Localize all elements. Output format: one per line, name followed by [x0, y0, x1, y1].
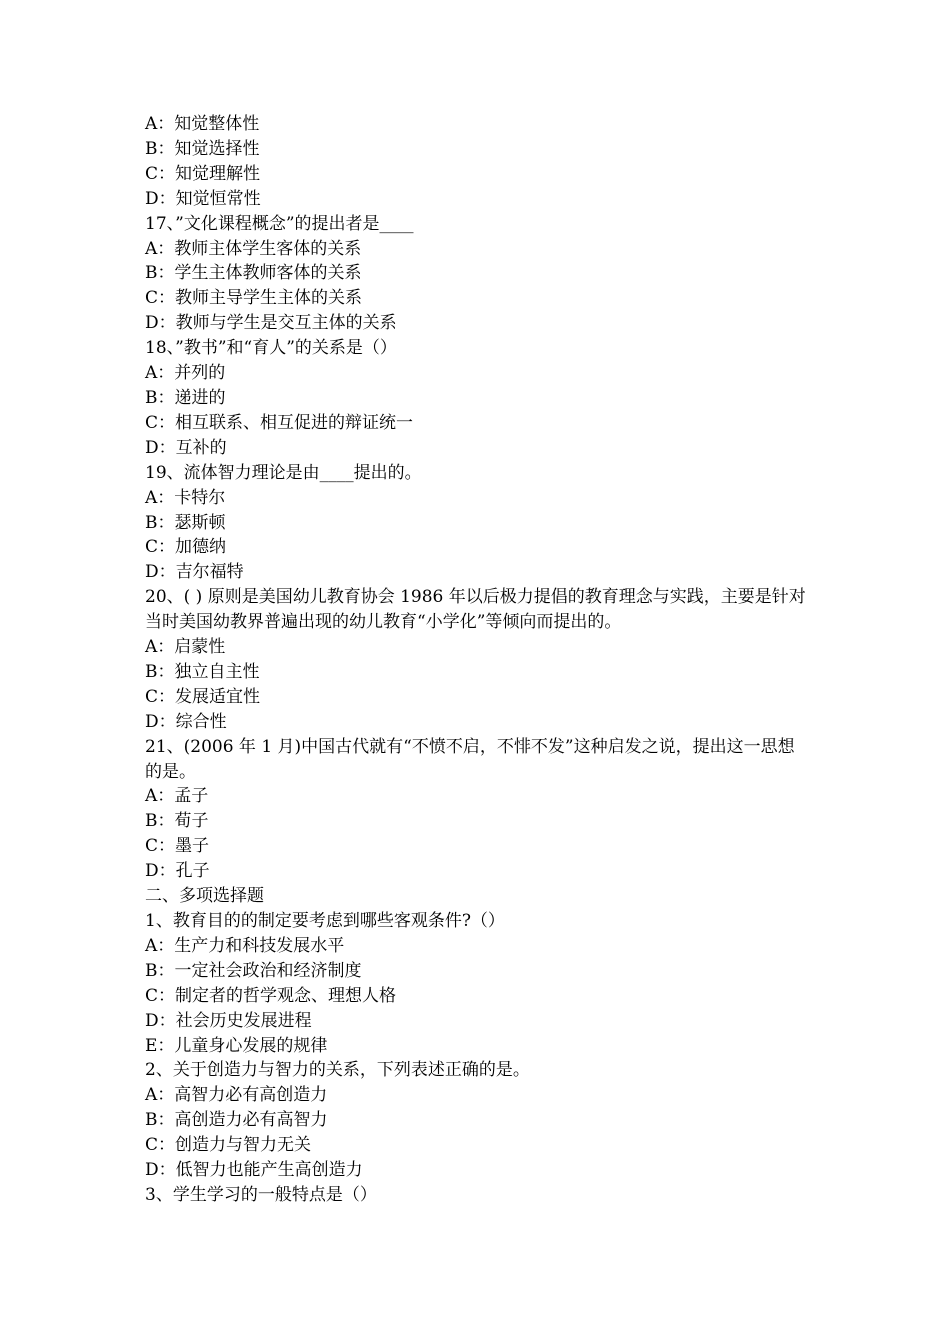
question-3: 3、学生学习的一般特点是（） [145, 1184, 377, 1205]
option-b: B：学生主体教师客体的关系 [145, 263, 362, 284]
option-a: A：并列的 [145, 363, 226, 384]
question-17: 17、”文化课程概念”的提出者是____ [145, 213, 414, 234]
question-20: 20、( ) 原则是美国幼儿教育协会 1986 年以后极力提倡的教育理念与实践，主要是针对当时美国幼教界普遍出现的幼儿教育“小学化”等倾向而提出的。 [145, 587, 806, 633]
option-b: B：荀子 [145, 811, 209, 832]
option-c: C：发展适宜性 [145, 686, 261, 707]
option-c: C：知觉理解性 [145, 163, 261, 184]
document-body [145, 112, 810, 1208]
option-c: C：墨子 [145, 836, 210, 857]
option-e: E：儿童身心发展的规律 [145, 1035, 328, 1056]
option-a: A：教师主体学生客体的关系 [145, 238, 362, 259]
option-d: D：社会历史发展进程 [145, 1010, 312, 1031]
option-c: C：加德纳 [145, 537, 227, 558]
option-c: C：教师主导学生主体的关系 [145, 288, 363, 309]
option-d: D：吉尔福特 [145, 562, 244, 583]
question-2: 2、关于创造力与智力的关系，下列表述正确的是。 [145, 1060, 530, 1081]
option-d: D：孔子 [145, 861, 210, 882]
option-a: A：孟子 [145, 786, 209, 807]
option-b: B：一定社会政治和经济制度 [145, 960, 362, 981]
option-b: B：独立自主性 [145, 661, 260, 682]
option-a: A：卡特尔 [145, 487, 226, 508]
option-d: D：综合性 [145, 711, 227, 732]
option-d: D：知觉恒常性 [145, 188, 261, 209]
question-21: 21、(2006 年 1 月)中国古代就有“不愤不启，不悱不发”这种启发之说，提出这一思想的是。 [145, 736, 795, 782]
option-d: D：低智力也能产生高创造力 [145, 1160, 363, 1181]
option-b: B：知觉选择性 [145, 138, 260, 159]
option-d: D：教师与学生是交互主体的关系 [145, 313, 397, 334]
option-a: A：知觉整体性 [145, 114, 260, 134]
option-c: C：制定者的哲学观念、理想人格 [145, 985, 397, 1006]
option-c: C：相互联系、相互促进的辩证统一 [145, 412, 414, 433]
option-b: B：瑟斯顿 [145, 512, 226, 533]
option-d: D：互补的 [145, 437, 227, 458]
option-a: A：高智力必有高创造力 [145, 1085, 328, 1106]
section-heading: 二、多项选择题 [145, 886, 264, 907]
question-18: 18、”教书”和“育人”的关系是（） [145, 338, 397, 359]
option-a: A：启蒙性 [145, 637, 226, 658]
option-c: C：创造力与智力无关 [145, 1135, 312, 1156]
question-19: 19、流体智力理论是由____提出的。 [145, 462, 422, 483]
option-b: B：递进的 [145, 387, 226, 408]
option-b: B：高创造力必有高智力 [145, 1110, 328, 1131]
question-1: 1、教育目的的制定要考虑到哪些客观条件?（） [145, 911, 505, 931]
option-a: A：生产力和科技发展水平 [145, 935, 345, 956]
